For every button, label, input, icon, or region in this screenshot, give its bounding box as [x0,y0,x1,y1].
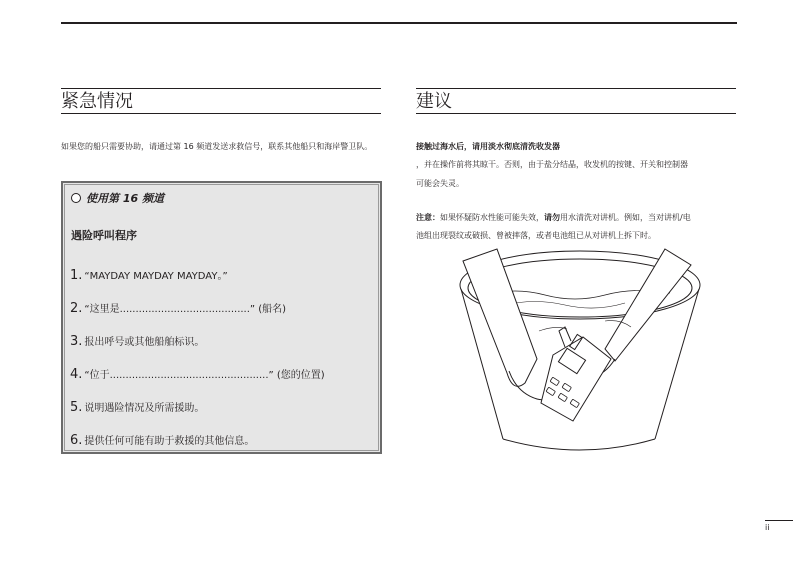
right-title-rule-top [416,88,736,89]
cleaning-instruction: 接触过海水后，请用淡水彻底清洗收发器 [416,142,560,151]
step-text: 报出呼号或其他船舶标识。 [84,337,205,348]
note-text-a: 如果怀疑防水性能可能失效， [440,213,544,222]
step-text: “这里是.........................................” (船名) [84,304,287,315]
step-number: 2. [70,301,83,316]
step-4 [70,367,325,384]
advice-text-line-1: ，并在操作前将其晾干。否则，由于盐分结晶，收发机的按键、开关和控制器 [416,160,688,169]
emergency-intro: 如果您的船只需要协助，请通过第 16 频道发送求救信号，联系其他船只和海岸警卫队。 [61,142,373,151]
advice-title: 建议 [416,91,452,112]
box-subheading: 遇险呼叫程序 [71,229,137,242]
step-number: 6. [70,433,83,448]
step-number: 4. [70,367,83,382]
right-title-rule-bottom [416,113,736,114]
step-number: 3. [70,334,83,349]
advice-text-line-2: 可能会失灵。 [416,179,464,188]
washing-radio-illustration-icon [455,243,705,458]
step-text: 说明遇险情况及所需援助。 [84,403,205,414]
page-number: ii [765,523,770,532]
step-3 [70,334,204,351]
note-line-1 [416,208,738,227]
box-heading [71,191,164,207]
step-1 [70,268,228,285]
distress-call-box [61,181,382,454]
note-line-2: 池组出现裂纹或破损、曾被摔落，或者电池组已从对讲机上拆下时。 [416,231,656,240]
note-text-c: 用水清洗对讲机。例如，当对讲机/电 [560,213,691,222]
box-heading-text: 使用第 16 频道 [86,192,164,205]
note-text-emphasis: 请勿 [544,213,560,222]
step-6 [70,433,254,450]
step-5 [70,400,204,417]
step-text: “MAYDAY MAYDAY MAYDAY。” [84,271,228,282]
circle-bullet-icon [71,193,81,203]
step-text: 提供任何可能有助于救援的其他信息。 [84,436,255,447]
step-2 [70,301,286,318]
top-rule [61,22,737,24]
step-number: 5. [70,400,83,415]
step-number: 1. [70,268,83,283]
left-title-rule-bottom [61,113,381,114]
left-title-rule-top [61,88,381,89]
emergency-title: 紧急情况 [61,91,133,112]
note-label: 注意： [416,213,440,222]
step-text: “位于..................................................” (您的位置) [84,370,325,381]
page-number-rule [765,520,793,521]
